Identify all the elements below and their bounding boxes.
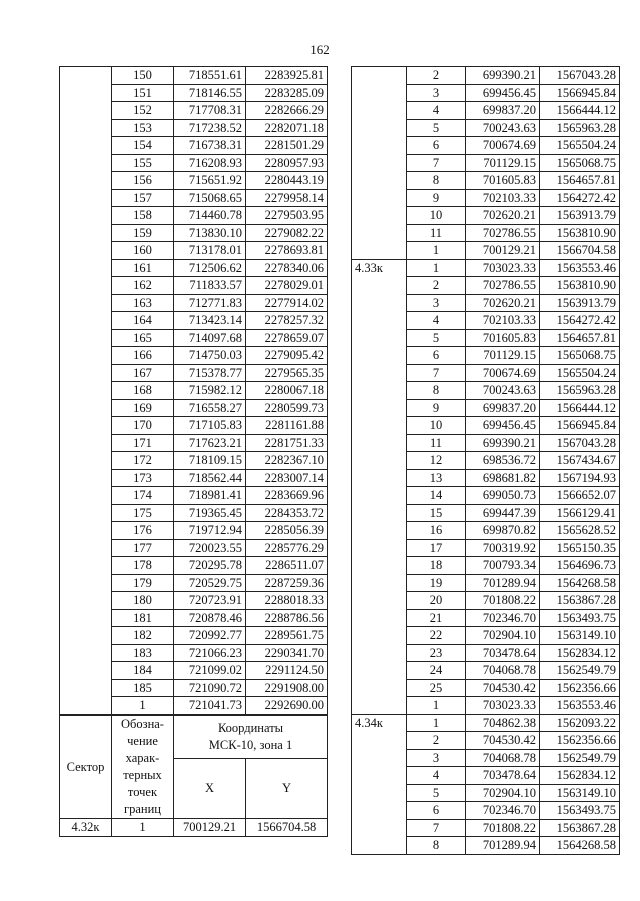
x-cell: 719712.94 [174, 522, 246, 540]
x-cell: 703478.64 [466, 644, 540, 662]
y-cell: 2284353.72 [246, 504, 328, 522]
y-cell: 1565150.35 [540, 539, 620, 557]
x-cell: 704068.78 [466, 749, 540, 767]
point-cell: 153 [112, 119, 174, 137]
point-cell: 19 [407, 574, 466, 592]
point-cell: 8 [407, 837, 466, 855]
point-cell: 21 [407, 609, 466, 627]
x-cell: 720529.75 [174, 574, 246, 592]
x-cell: 704530.42 [466, 732, 540, 750]
table-row [352, 259, 620, 277]
point-cell: 167 [112, 364, 174, 382]
x-cell: 715982.12 [174, 382, 246, 400]
point-cell: 181 [112, 609, 174, 627]
y-cell: 1563867.28 [540, 819, 620, 837]
y-cell: 2279095.42 [246, 347, 328, 365]
x-cell: 700243.63 [466, 382, 540, 400]
y-cell: 2285776.29 [246, 539, 328, 557]
y-cell: 2283669.96 [246, 487, 328, 505]
point-cell: 15 [407, 504, 466, 522]
point-cell: 2 [407, 67, 466, 85]
y-cell: 1563810.90 [540, 224, 620, 242]
y-cell: 1564268.58 [540, 837, 620, 855]
y-cell: 1564696.73 [540, 557, 620, 575]
point-cell: 152 [112, 102, 174, 120]
point-cell: 20 [407, 592, 466, 610]
point-cell: 159 [112, 224, 174, 242]
point-cell: 9 [407, 399, 466, 417]
y-cell: 1563867.28 [540, 592, 620, 610]
x-cell: 699390.21 [466, 67, 540, 85]
y-cell: 1563149.10 [540, 784, 620, 802]
point-cell: 164 [112, 312, 174, 330]
point-cell: 177 [112, 539, 174, 557]
point-cell: 2 [407, 277, 466, 295]
y-cell: 1563810.90 [540, 277, 620, 295]
x-cell: 716558.27 [174, 399, 246, 417]
y-cell: 1566444.12 [540, 399, 620, 417]
x-cell: 714750.03 [174, 347, 246, 365]
y-cell: 1563913.79 [540, 294, 620, 312]
y-cell: 2280067.18 [246, 382, 328, 400]
point-cell: 4 [407, 102, 466, 120]
y-cell: 2282071.18 [246, 119, 328, 137]
y-cell: 1567194.93 [540, 469, 620, 487]
point-cell: 14 [407, 487, 466, 505]
point-cell: 6 [407, 802, 466, 820]
y-cell: 2287259.36 [246, 574, 328, 592]
x-cell: 713830.10 [174, 224, 246, 242]
point-cell: 173 [112, 469, 174, 487]
x-cell: 702786.55 [466, 277, 540, 295]
y-cell: 2282666.29 [246, 102, 328, 120]
y-cell: 1565963.28 [540, 119, 620, 137]
y-cell: 2292690.00 [246, 697, 328, 715]
point-cell: 13 [407, 469, 466, 487]
y-cell: 1563553.46 [540, 697, 620, 715]
point-cell: 11 [407, 434, 466, 452]
point-cell: 182 [112, 627, 174, 645]
x-cell: 700674.69 [466, 364, 540, 382]
point-cell: 25 [407, 679, 466, 697]
x-cell: 720878.46 [174, 609, 246, 627]
point-cell: 3 [407, 749, 466, 767]
x-cell: 700793.34 [466, 557, 540, 575]
y-cell: 2286511.07 [246, 557, 328, 575]
point-cell: 165 [112, 329, 174, 347]
y-cell: 1565963.28 [540, 382, 620, 400]
x-cell: 699447.39 [466, 504, 540, 522]
x-cell: 717623.21 [174, 434, 246, 452]
y-cell: 2279082.22 [246, 224, 328, 242]
x-cell: 720295.78 [174, 557, 246, 575]
x-cell: 698536.72 [466, 452, 540, 470]
point-cell: 172 [112, 452, 174, 470]
point-cell: 1 [407, 242, 466, 260]
x-cell: 702620.21 [466, 207, 540, 225]
y-cell: 1563149.10 [540, 627, 620, 645]
x-cell: 719365.45 [174, 504, 246, 522]
point-cell: 156 [112, 172, 174, 190]
y-cell: 2279503.95 [246, 207, 328, 225]
x-cell: 702620.21 [466, 294, 540, 312]
table-row [60, 67, 328, 85]
y-cell: 2290341.70 [246, 644, 328, 662]
point-cell: 1 [407, 259, 466, 277]
point-cell: 10 [407, 417, 466, 435]
point-cell: 160 [112, 242, 174, 260]
point-cell: 22 [407, 627, 466, 645]
y-cell: 1564657.81 [540, 172, 620, 190]
x-cell: 721041.73 [174, 697, 246, 715]
point-cell: 6 [407, 137, 466, 155]
x-cell: 702346.70 [466, 802, 540, 820]
point-cell: 5 [407, 119, 466, 137]
x-cell: 699837.20 [466, 102, 540, 120]
y-cell: 1566704.58 [246, 819, 328, 837]
x-cell: 703023.33 [466, 697, 540, 715]
point-cell: 23 [407, 644, 466, 662]
sector-header: Сектор [60, 716, 112, 819]
y-cell: 2291124.50 [246, 662, 328, 680]
x-cell: 701605.83 [466, 329, 540, 347]
x-cell: 698681.82 [466, 469, 540, 487]
y-cell: 1562834.12 [540, 644, 620, 662]
coordinates-table-left [59, 66, 328, 715]
x-cell: 717238.52 [174, 119, 246, 137]
y-cell: 1567434.67 [540, 452, 620, 470]
y-cell: 1566444.12 [540, 102, 620, 120]
point-cell: 158 [112, 207, 174, 225]
sector-cell [352, 67, 407, 260]
x-cell: 701808.22 [466, 819, 540, 837]
point-cell: 10 [407, 207, 466, 225]
point-cell: 1 [407, 714, 466, 732]
x-cell: 700243.63 [466, 119, 540, 137]
x-cell: 713178.01 [174, 242, 246, 260]
point-cell: 180 [112, 592, 174, 610]
x-cell: 718981.41 [174, 487, 246, 505]
y-cell: 1562356.66 [540, 732, 620, 750]
point-cell: 179 [112, 574, 174, 592]
point-cell: 11 [407, 224, 466, 242]
x-cell: 702904.10 [466, 627, 540, 645]
point-cell: 166 [112, 347, 174, 365]
point-cell: 17 [407, 539, 466, 557]
point-cell: 8 [407, 382, 466, 400]
y-cell: 2279958.14 [246, 189, 328, 207]
x-cell: 712506.62 [174, 259, 246, 277]
x-cell: 703478.64 [466, 767, 540, 785]
x-cell: 712771.83 [174, 294, 246, 312]
y-cell: 1566129.41 [540, 504, 620, 522]
x-cell: 716208.93 [174, 154, 246, 172]
x-cell: 715068.65 [174, 189, 246, 207]
y-cell: 1565504.24 [540, 137, 620, 155]
y-cell: 1563493.75 [540, 609, 620, 627]
x-cell: 701605.83 [466, 172, 540, 190]
point-cell: 2 [407, 732, 466, 750]
point-cell: 1 [112, 697, 174, 715]
page-number: 162 [310, 42, 330, 57]
point-cell: 9 [407, 189, 466, 207]
x-cell: 699050.73 [466, 487, 540, 505]
x-cell: 702786.55 [466, 224, 540, 242]
y-cell: 2283285.09 [246, 84, 328, 102]
x-cell: 718562.44 [174, 469, 246, 487]
x-cell: 718109.15 [174, 452, 246, 470]
x-cell: 701129.15 [466, 347, 540, 365]
x-cell: 720992.77 [174, 627, 246, 645]
point-cell: 170 [112, 417, 174, 435]
point-cell: 163 [112, 294, 174, 312]
sector-cell [60, 67, 112, 715]
sector-cell: 4.34к [352, 714, 407, 854]
y-cell: 1565068.75 [540, 154, 620, 172]
x-cell: 700129.21 [174, 819, 246, 837]
point-cell: 174 [112, 487, 174, 505]
point-cell: 7 [407, 154, 466, 172]
point-cell: 178 [112, 557, 174, 575]
y-cell: 2280957.93 [246, 154, 328, 172]
point-cell: 157 [112, 189, 174, 207]
point-cell: 151 [112, 84, 174, 102]
table-row [352, 714, 620, 732]
x-cell: 713423.14 [174, 312, 246, 330]
sector-cell: 4.33к [352, 259, 407, 714]
y-cell: 2277914.02 [246, 294, 328, 312]
point-cell: 7 [407, 819, 466, 837]
y-cell: 1565504.24 [540, 364, 620, 382]
x-cell: 718146.55 [174, 84, 246, 102]
x-cell: 701289.94 [466, 837, 540, 855]
point-cell: 3 [407, 84, 466, 102]
point-cell: 183 [112, 644, 174, 662]
x-cell: 704530.42 [466, 679, 540, 697]
y-cell: 1562093.22 [540, 714, 620, 732]
y-cell: 2291908.00 [246, 679, 328, 697]
point-cell: 155 [112, 154, 174, 172]
y-cell: 2288786.56 [246, 609, 328, 627]
x-cell: 701289.94 [466, 574, 540, 592]
y-cell: 1562549.79 [540, 662, 620, 680]
x-cell: 700319.92 [466, 539, 540, 557]
point-cell: 4 [407, 767, 466, 785]
y-cell: 1563493.75 [540, 802, 620, 820]
y-cell: 1566652.07 [540, 487, 620, 505]
coordinates-system-header: Координаты МСК-10, зона 1 [174, 716, 328, 759]
point-cell: 176 [112, 522, 174, 540]
point-cell: 171 [112, 434, 174, 452]
y-cell: 1562549.79 [540, 749, 620, 767]
x-cell: 721099.02 [174, 662, 246, 680]
x-cell: 702103.33 [466, 312, 540, 330]
x-cell: 714460.78 [174, 207, 246, 225]
x-cell: 699390.21 [466, 434, 540, 452]
x-cell: 703023.33 [466, 259, 540, 277]
y-cell: 1562834.12 [540, 767, 620, 785]
x-cell: 715651.92 [174, 172, 246, 190]
x-cell: 721090.72 [174, 679, 246, 697]
coordinates-table-right [351, 66, 620, 855]
point-cell: 8 [407, 172, 466, 190]
x-cell: 699870.82 [466, 522, 540, 540]
point-cell: 3 [407, 294, 466, 312]
point-cell: 4 [407, 312, 466, 330]
x-cell: 720723.91 [174, 592, 246, 610]
y-cell: 2281751.33 [246, 434, 328, 452]
x-cell: 702904.10 [466, 784, 540, 802]
point-cell: 18 [407, 557, 466, 575]
y-cell: 1563553.46 [540, 259, 620, 277]
x-cell: 714097.68 [174, 329, 246, 347]
point-cell: 184 [112, 662, 174, 680]
x-cell: 718551.61 [174, 67, 246, 85]
y-cell: 2281161.88 [246, 417, 328, 435]
point-cell: 12 [407, 452, 466, 470]
x-cell: 699456.45 [466, 84, 540, 102]
point-cell: 168 [112, 382, 174, 400]
x-cell: 701808.22 [466, 592, 540, 610]
y-cell: 1563913.79 [540, 207, 620, 225]
y-cell: 2288018.33 [246, 592, 328, 610]
sector-cell: 4.32к [60, 819, 112, 837]
y-cell: 1565628.52 [540, 522, 620, 540]
point-cell: 154 [112, 137, 174, 155]
x-cell: 699837.20 [466, 399, 540, 417]
point-cell: 169 [112, 399, 174, 417]
x-cell: 711833.57 [174, 277, 246, 295]
y-cell: 1564268.58 [540, 574, 620, 592]
x-cell: 717708.31 [174, 102, 246, 120]
y-column-header: Y [246, 759, 328, 819]
y-cell: 1566945.84 [540, 84, 620, 102]
y-cell: 2281501.29 [246, 137, 328, 155]
point-cell: 175 [112, 504, 174, 522]
point-cell: 162 [112, 277, 174, 295]
y-cell: 2289561.75 [246, 627, 328, 645]
point-cell: 161 [112, 259, 174, 277]
point-cell: 150 [112, 67, 174, 85]
y-cell: 1564272.42 [540, 312, 620, 330]
coordinates-table-header [59, 715, 328, 837]
x-cell: 699456.45 [466, 417, 540, 435]
point-cell: 7 [407, 364, 466, 382]
point-cell: 185 [112, 679, 174, 697]
y-cell: 2278029.01 [246, 277, 328, 295]
y-cell: 1565068.75 [540, 347, 620, 365]
y-cell: 2280443.19 [246, 172, 328, 190]
x-cell: 721066.23 [174, 644, 246, 662]
y-cell: 2278257.32 [246, 312, 328, 330]
x-cell: 700129.21 [466, 242, 540, 260]
table-row [60, 819, 328, 837]
y-cell: 2283007.14 [246, 469, 328, 487]
x-cell: 716738.31 [174, 137, 246, 155]
y-cell: 2282367.10 [246, 452, 328, 470]
y-cell: 1566945.84 [540, 417, 620, 435]
x-cell: 700674.69 [466, 137, 540, 155]
y-cell: 2285056.39 [246, 522, 328, 540]
x-cell: 704068.78 [466, 662, 540, 680]
designation-header: Обозна- чение харак- терных точек границ [112, 716, 174, 819]
x-cell: 704862.38 [466, 714, 540, 732]
point-cell: 1 [407, 697, 466, 715]
y-cell: 2280599.73 [246, 399, 328, 417]
y-cell: 1566704.58 [540, 242, 620, 260]
y-cell: 2278693.81 [246, 242, 328, 260]
x-cell: 715378.77 [174, 364, 246, 382]
y-cell: 1567043.28 [540, 67, 620, 85]
y-cell: 2279565.35 [246, 364, 328, 382]
x-column-header: X [174, 759, 246, 819]
x-cell: 720023.55 [174, 539, 246, 557]
point-cell: 16 [407, 522, 466, 540]
x-cell: 701129.15 [466, 154, 540, 172]
y-cell: 1564657.81 [540, 329, 620, 347]
point-cell: 6 [407, 347, 466, 365]
point-cell: 1 [112, 819, 174, 837]
point-cell: 5 [407, 329, 466, 347]
table-row [352, 67, 620, 85]
y-cell: 1564272.42 [540, 189, 620, 207]
y-cell: 2278340.06 [246, 259, 328, 277]
x-cell: 702103.33 [466, 189, 540, 207]
x-cell: 702346.70 [466, 609, 540, 627]
x-cell: 717105.83 [174, 417, 246, 435]
point-cell: 24 [407, 662, 466, 680]
y-cell: 2283925.81 [246, 67, 328, 85]
y-cell: 1567043.28 [540, 434, 620, 452]
y-cell: 2278659.07 [246, 329, 328, 347]
point-cell: 5 [407, 784, 466, 802]
y-cell: 1562356.66 [540, 679, 620, 697]
